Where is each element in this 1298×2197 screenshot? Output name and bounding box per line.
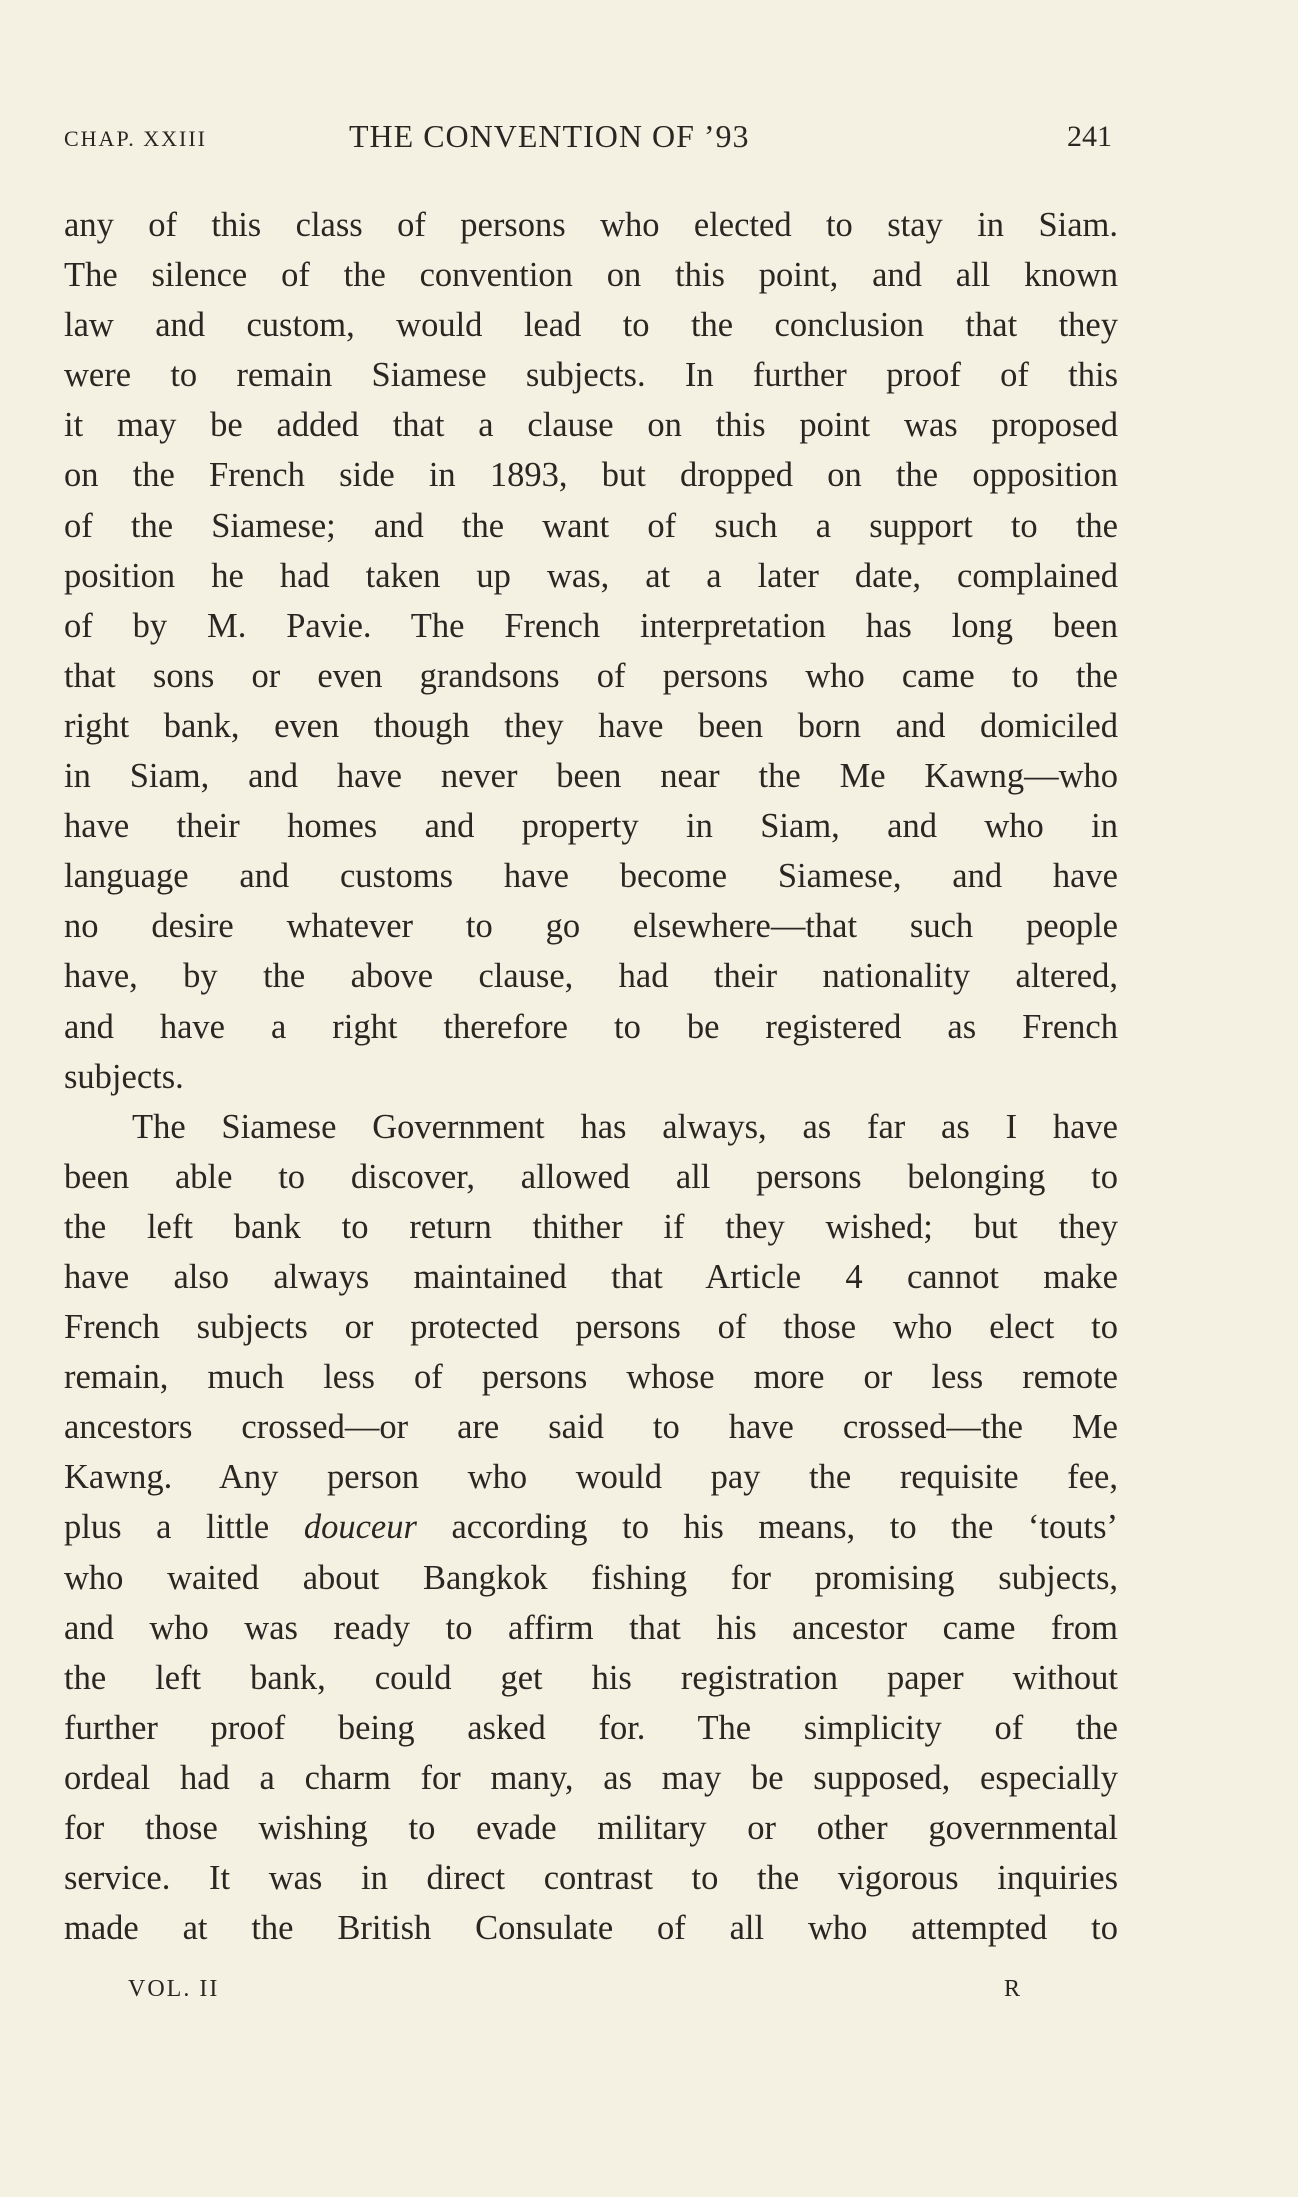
- running-header: [64, 118, 1112, 164]
- paragraph-2: [64, 1102, 1118, 1954]
- text-line: position he had taken up was, at a later date, complained: [64, 556, 1118, 595]
- text-segment: according to his means, to the ‘touts’: [416, 1508, 1118, 1547]
- paragraph-1: [64, 200, 1118, 1102]
- text-line: have, by the above clause, had their nationality altered,: [64, 957, 1118, 996]
- text-line: the left bank to return thither if they wished; but they: [64, 1207, 1118, 1246]
- signature-letter: R: [1004, 1976, 1021, 2002]
- text-line: ancestors crossed—or are said to have crossed—the Me: [64, 1408, 1118, 1447]
- text-line: it may be added that a clause on this point was proposed: [64, 406, 1118, 445]
- text-line: on the French side in 1893, but dropped on the opposition: [64, 456, 1118, 495]
- text-line: service. It was in direct contrast to the vigorous inquiries: [64, 1859, 1118, 1898]
- text-line: been able to discover, allowed all persons belonging to: [64, 1157, 1118, 1196]
- text-line: and who was ready to affirm that his ancestor came from: [64, 1608, 1118, 1647]
- page-number: 241: [1067, 120, 1112, 153]
- text-line: ordeal had a charm for many, as may be supposed, especially: [64, 1758, 1118, 1797]
- text-line: right bank, even though they have been born and domiciled: [64, 706, 1118, 745]
- text-line: have also always maintained that Article 4 cannot make: [64, 1257, 1118, 1296]
- text-line: have their homes and property in Siam, and who in: [64, 807, 1118, 846]
- text-line: law and custom, would lead to the conclusion that they: [64, 306, 1118, 345]
- text-line: the left bank, could get his registration paper without: [64, 1658, 1118, 1697]
- text-line: of the Siamese; and the want of such a support to the: [64, 506, 1118, 545]
- text-line: in Siam, and have never been near the Me Kawng—who: [64, 757, 1118, 796]
- page-footer: [64, 1976, 1118, 2012]
- text-line: subjects.: [64, 1057, 184, 1096]
- text-line: Kawng. Any person who would pay the requisite fee,: [64, 1458, 1118, 1497]
- text-segment: plus a little: [64, 1508, 304, 1547]
- text-line: French subjects or protected persons of those who elect to: [64, 1308, 1118, 1347]
- italic-word: douceur: [303, 1508, 417, 1547]
- chapter-label: CHAP. XXIII: [64, 126, 207, 151]
- text-line: for those wishing to evade military or other governmental: [64, 1809, 1118, 1847]
- text-line: any of this class of persons who elected to stay in Siam.: [64, 206, 1118, 244]
- text-line: made at the British Consulate of all who attempted to: [64, 1909, 1118, 1948]
- text-line: remain, much less of persons whose more or less remote: [64, 1358, 1118, 1397]
- text-line: who waited about Bangkok fishing for promising subjects,: [64, 1558, 1118, 1597]
- volume-signature: VOL. II: [128, 1976, 220, 2002]
- running-title: THE CONVENTION OF ’93: [349, 118, 750, 154]
- text-line: The Siamese Government has always, as far as I have: [132, 1107, 1118, 1146]
- text-line: and have a right therefore to be registered as French: [64, 1007, 1118, 1046]
- text-line: language and customs have become Siamese, and have: [64, 857, 1118, 896]
- text-line: no desire whatever to go elsewhere—that such people: [64, 907, 1118, 946]
- text-line: that sons or even grandsons of persons who came to the: [64, 656, 1118, 695]
- text-line: of by M. Pavie. The French interpretation has long been: [64, 606, 1118, 645]
- text-line-with-italic: [64, 1502, 1118, 1552]
- body-text: [64, 200, 1118, 1953]
- text-line: were to remain Siamese subjects. In further proof of this: [64, 356, 1118, 395]
- text-line: further proof being asked for. The simplicity of the: [64, 1708, 1118, 1747]
- text-line: The silence of the convention on this point, and all known: [64, 256, 1118, 295]
